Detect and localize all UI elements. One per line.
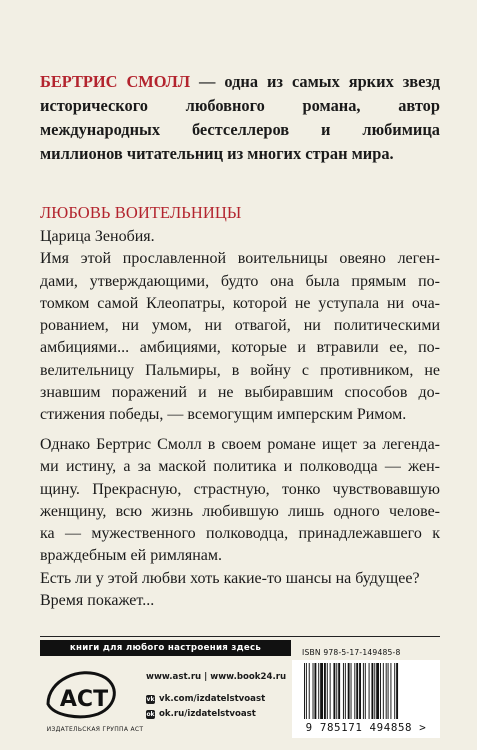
barcode-bar [318,663,319,719]
barcode-bar [313,663,314,719]
barcode-bar [333,663,335,719]
barcode-bar [371,663,373,719]
barcode-bars [304,663,428,719]
text-line: знавшим поражений и не выбиравшим способов до- [40,384,440,402]
publisher-name: ИЗДАТЕЛЬСКАЯ ГРУППА АСТ [46,726,144,733]
text-line: рованием, ни умом, ни отвагой, ни политическими [40,317,440,335]
isbn-label: ISBN 978-5-17-149485-8 [302,648,401,657]
barcode-bar [359,663,361,719]
ok-link: ok.ru/izdatelstvoast [159,709,256,719]
barcode-bar [356,663,358,719]
barcode-bar [380,663,381,719]
text-line: Однако Бертрис Смолл в своем романе ищет за легенда- [40,436,440,453]
text-line: Есть ли у этой любви хоть какие-то шансы на будущее? [40,569,420,587]
description-paragraph-1 [40,226,440,427]
text-line: Время покажет... [40,592,155,610]
text-line: враждебным ей римлянам. [40,547,223,565]
text-line: велительницу Пальмиры, в войну с противником, не [40,361,440,379]
author-intro [40,70,440,166]
barcode-bar [348,663,350,719]
section-title: ЛЮБОВЬ ВОИТЕЛЬНИЦЫ [40,203,242,222]
text-line: томком самой Клеопатры, которой не уступала ни оча- [40,294,440,312]
text-line: женщину, всю жизнь любившую лишь одного челове- [40,502,440,520]
barcode [292,660,440,738]
publisher-links [146,671,286,723]
barcode-bar [394,663,395,719]
text-line: стижения победы, — всемогущим имперским Римом. [40,406,407,424]
vk-link: vk.com/izdatelstvoast [159,694,266,704]
barcode-bar [369,663,370,719]
barcode-bar [376,663,379,719]
vk-icon: vk [146,695,155,703]
barcode-bar [363,663,364,719]
ok-link-row [146,708,286,720]
text-line: дами, утверждающими, будто она была прямым по- [40,272,440,290]
barcode-bar [320,663,323,719]
barcode-bar [390,663,391,719]
barcode-bar [354,663,355,719]
barcode-bar [388,663,389,719]
barcode-bar [396,663,398,719]
text-line: Имя этой прославленной воительницы овеяно леген- [40,250,440,268]
ast-logo [40,660,145,722]
barcode-bar [383,663,384,719]
barcode-bar [309,663,310,719]
barcode-bar [304,663,305,719]
barcode-digits: 9 785171 494858 > [305,721,427,734]
ast-logo-text: АСТ [59,687,109,712]
barcode-bar [343,663,344,719]
author-intro-text: — одна из самых ярких звезд исторического любовного романа, автор международных бестселлеров и любимица миллионов читательниц из многих стран мира. [40,72,440,163]
barcode-bar [365,663,366,719]
author-name: БЕРТРИС СМОЛЛ [40,72,191,91]
text-line: Царица Зенобия. [40,228,155,245]
barcode-bar [351,663,352,719]
text-line: амбициями... амбициями, которые и втравили ее, по- [40,339,440,357]
barcode-bar [345,663,346,719]
footer-tagline: книги для любого настроения здесь [40,640,291,656]
barcode-bar [330,663,331,719]
description-paragraph-2 [40,434,440,612]
website-links: www.ast.ru | www.book24.ru [146,672,287,682]
barcode-bar [374,663,375,719]
barcode-bar [306,663,307,719]
barcode-bar [324,663,326,719]
footer-divider [40,636,440,637]
barcode-bar [314,663,316,719]
text-line: ка — мужественного полководца, принадлежавшего к [40,525,440,543]
text-line: щину. Прекрасную, страстную, тонко чувствовавшую [40,480,440,498]
barcode-bar [386,663,387,719]
ok-icon: ok [146,710,155,718]
barcode-bar [336,663,337,719]
barcode-bar [338,663,340,719]
text-line: ми истину, а за маской политика и полководца — жен- [40,458,440,476]
barcode-bar [327,663,328,719]
vk-link-row [146,693,286,705]
